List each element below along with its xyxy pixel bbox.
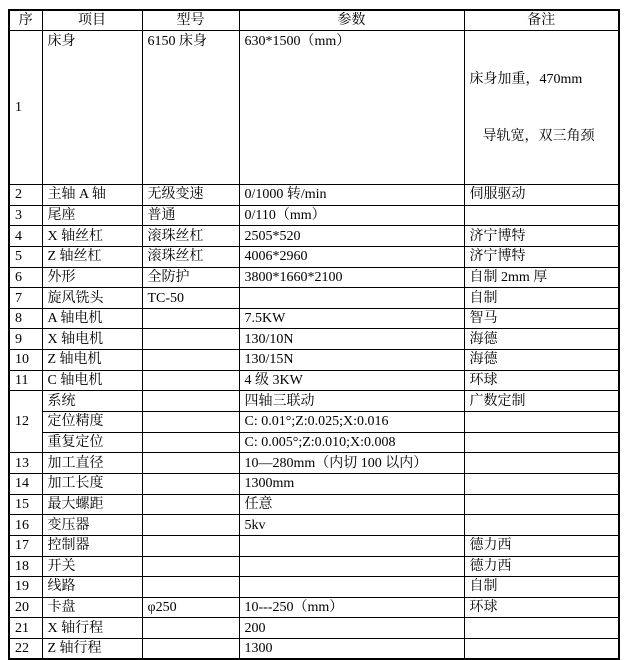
cell-note: 智马 — [464, 308, 619, 329]
cell-no: 13 — [9, 453, 42, 474]
table-row — [9, 453, 619, 474]
table-row — [9, 246, 619, 267]
cell-no: 18 — [9, 556, 42, 577]
cell-model — [142, 535, 239, 556]
table-row — [9, 31, 619, 185]
cell-param: 1300mm — [239, 473, 464, 494]
note-line-1: 床身加重，470mm — [469, 72, 583, 87]
cell-item: Z 轴电机 — [42, 350, 142, 371]
cell-note: 济宁博特 — [464, 226, 619, 247]
cell-item: 床身 — [42, 31, 142, 185]
cell-note — [464, 453, 619, 474]
table-row — [9, 432, 619, 453]
cell-model — [142, 639, 239, 660]
table-row — [9, 412, 619, 433]
cell-param — [239, 535, 464, 556]
cell-model — [142, 494, 239, 515]
cell-item: 系统 — [42, 391, 142, 412]
cell-no: 5 — [9, 246, 42, 267]
table-row — [9, 494, 619, 515]
cell-model — [142, 350, 239, 371]
cell-param: 3800*1660*2100 — [239, 267, 464, 288]
cell-model — [142, 618, 239, 639]
cell-model — [142, 556, 239, 577]
cell-no: 21 — [9, 618, 42, 639]
cell-model — [142, 412, 239, 433]
cell-item: A 轴电机 — [42, 308, 142, 329]
cell-item: 加工长度 — [42, 473, 142, 494]
cell-param: 10---250（mm） — [239, 597, 464, 618]
cell-model — [142, 329, 239, 350]
cell-param: 0/110（mm） — [239, 205, 464, 226]
header-no: 序 — [9, 10, 42, 31]
cell-no: 1 — [9, 31, 42, 185]
cell-note: 海德 — [464, 329, 619, 350]
cell-note: 德力西 — [464, 556, 619, 577]
header-row — [9, 10, 619, 31]
cell-param: 1300 — [239, 639, 464, 660]
cell-item: 控制器 — [42, 535, 142, 556]
cell-item: 开关 — [42, 556, 142, 577]
cell-model: 普通 — [142, 205, 239, 226]
cell-note — [464, 473, 619, 494]
cell-no: 20 — [9, 597, 42, 618]
cell-model — [142, 515, 239, 536]
cell-no: 22 — [9, 639, 42, 660]
cell-param: 4006*2960 — [239, 246, 464, 267]
table-row — [9, 267, 619, 288]
cell-no: 3 — [9, 205, 42, 226]
cell-item: 主轴 A 轴 — [42, 185, 142, 206]
cell-note: 广数定制 — [464, 391, 619, 412]
cell-note — [464, 639, 619, 660]
cell-note: 自制 2mm 厚 — [464, 267, 619, 288]
table-row — [9, 350, 619, 371]
cell-model: 滚珠丝杠 — [142, 246, 239, 267]
cell-no: 12 — [9, 391, 42, 453]
cell-item: 定位精度 — [42, 412, 142, 433]
table-row — [9, 618, 619, 639]
cell-note: 环球 — [464, 597, 619, 618]
header-note: 备注 — [464, 10, 619, 31]
cell-item: 最大螺距 — [42, 494, 142, 515]
cell-param: C: 0.01°;Z:0.025;X:0.016 — [239, 412, 464, 433]
cell-item: X 轴丝杠 — [42, 226, 142, 247]
cell-no: 16 — [9, 515, 42, 536]
cell-item: 旋风铣头 — [42, 288, 142, 309]
cell-no: 11 — [9, 370, 42, 391]
cell-param: 10—280mm（内切 100 以内） — [239, 453, 464, 474]
cell-param: 任意 — [239, 494, 464, 515]
cell-item: 尾座 — [42, 205, 142, 226]
cell-note — [464, 31, 619, 185]
table-row — [9, 556, 619, 577]
cell-param — [239, 556, 464, 577]
cell-no: 10 — [9, 350, 42, 371]
table-row — [9, 288, 619, 309]
table-row — [9, 577, 619, 598]
cell-param — [239, 288, 464, 309]
table-row — [9, 535, 619, 556]
cell-item: 外形 — [42, 267, 142, 288]
cell-note — [464, 432, 619, 453]
cell-no: 14 — [9, 473, 42, 494]
cell-param: 130/10N — [239, 329, 464, 350]
cell-note — [464, 618, 619, 639]
cell-item: 线路 — [42, 577, 142, 598]
header-item: 项目 — [42, 10, 142, 31]
cell-no: 17 — [9, 535, 42, 556]
cell-note — [464, 494, 619, 515]
cell-note: 自制 — [464, 288, 619, 309]
table-row — [9, 226, 619, 247]
cell-item: 变压器 — [42, 515, 142, 536]
cell-item: 重复定位 — [42, 432, 142, 453]
table-row — [9, 205, 619, 226]
cell-param: 4 级 3KW — [239, 370, 464, 391]
cell-item: 加工直径 — [42, 453, 142, 474]
cell-note: 环球 — [464, 370, 619, 391]
cell-model — [142, 453, 239, 474]
table-row — [9, 597, 619, 618]
table-row — [9, 473, 619, 494]
cell-note — [464, 205, 619, 226]
cell-item: X 轴电机 — [42, 329, 142, 350]
cell-model — [142, 308, 239, 329]
cell-model — [142, 473, 239, 494]
cell-param: 四轴三联动 — [239, 391, 464, 412]
cell-param: 200 — [239, 618, 464, 639]
cell-model: 滚珠丝杠 — [142, 226, 239, 247]
cell-param: 630*1500（mm） — [239, 31, 464, 185]
cell-no: 9 — [9, 329, 42, 350]
cell-param: 0/1000 转/min — [239, 185, 464, 206]
cell-item: 卡盘 — [42, 597, 142, 618]
cell-model: 6150 床身 — [142, 31, 239, 185]
cell-no: 4 — [9, 226, 42, 247]
cell-no: 15 — [9, 494, 42, 515]
header-model: 型号 — [142, 10, 239, 31]
cell-no: 7 — [9, 288, 42, 309]
table-row — [9, 308, 619, 329]
cell-param: 7.5KW — [239, 308, 464, 329]
table-row — [9, 391, 619, 412]
cell-param: C: 0.005°;Z:0.010;X:0.008 — [239, 432, 464, 453]
cell-note: 德力西 — [464, 535, 619, 556]
cell-model — [142, 370, 239, 391]
cell-item: Z 轴行程 — [42, 639, 142, 660]
cell-no: 19 — [9, 577, 42, 598]
cell-model: φ250 — [142, 597, 239, 618]
cell-model: 全防护 — [142, 267, 239, 288]
cell-item: X 轴行程 — [42, 618, 142, 639]
cell-note: 海德 — [464, 350, 619, 371]
cell-note: 伺服驱动 — [464, 185, 619, 206]
cell-no: 6 — [9, 267, 42, 288]
table-row — [9, 329, 619, 350]
cell-note: 自制 — [464, 577, 619, 598]
cell-note — [464, 412, 619, 433]
header-param: 参数 — [239, 10, 464, 31]
cell-note — [464, 515, 619, 536]
cell-param: 5kv — [239, 515, 464, 536]
table-row — [9, 370, 619, 391]
note-line-2: 导轨宽，双三角颈 — [482, 129, 595, 144]
cell-model — [142, 391, 239, 412]
table-row — [9, 185, 619, 206]
cell-item: Z 轴丝杠 — [42, 246, 142, 267]
cell-param — [239, 577, 464, 598]
cell-no: 8 — [9, 308, 42, 329]
cell-note: 济宁博特 — [464, 246, 619, 267]
cell-model — [142, 577, 239, 598]
cell-param: 130/15N — [239, 350, 464, 371]
cell-item: C 轴电机 — [42, 370, 142, 391]
cell-model: TC-50 — [142, 288, 239, 309]
cell-model — [142, 432, 239, 453]
cell-no: 2 — [9, 185, 42, 206]
table-row — [9, 639, 619, 660]
cell-param: 2505*520 — [239, 226, 464, 247]
cell-model: 无级变速 — [142, 185, 239, 206]
table-row — [9, 515, 619, 536]
spec-table — [8, 9, 620, 660]
